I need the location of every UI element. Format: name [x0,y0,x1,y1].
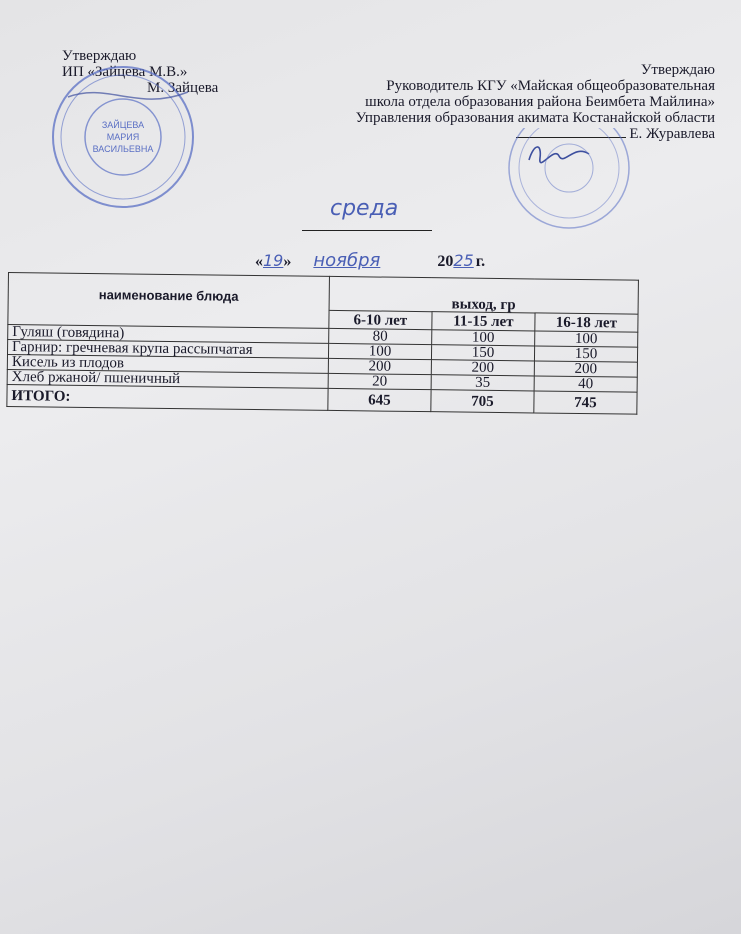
date-quote-close: » [283,253,292,270]
right-approval-title: Утверждаю [640,62,715,78]
header-age-3: 16-18 лет [535,313,638,332]
header-age-2: 11-15 лет [432,312,535,331]
date-year-unit: г. [475,253,486,270]
stamp-left-line-1: ЗАЙЦЕВА [101,120,145,130]
header-dish: наименование блюда [8,273,330,329]
weekday-underline [302,230,432,231]
round-seal-stamp-right [494,128,644,233]
date-quote-open: « [255,253,263,270]
left-approval-signatory: М. Зайцева [147,80,219,96]
row-1-dish: Гуляш (говядина) [8,325,329,344]
row-3-dish: Кисель из плодов [7,354,328,373]
row-2-value-2: 150 [431,345,534,361]
date-year-prefix: 20 [437,253,454,270]
date-month: ноября [313,250,381,271]
left-approval-title: Утверждаю [62,48,137,64]
right-signatory-name: Е. Журавлева [629,126,715,142]
date-year-suffix: 25 [453,251,474,270]
total-value-2: 705 [431,390,534,413]
row-2-value-3: 150 [534,346,637,362]
header-age-1: 6-10 лет [329,310,432,329]
round-seal-stamp-left [48,62,198,212]
row-4-value-3: 40 [534,376,637,392]
menu-table [6,272,639,415]
stamp-left-line-3: ВАСИЛЬЕВНА [92,144,154,154]
row-4-value-2: 35 [431,375,534,391]
row-2-dish: Гарнир: гречневая крупа рассыпчатая [7,340,328,359]
left-approval-org: ИП «Зайцева М.В.» [62,64,188,80]
weekday-handwritten: среда [330,196,399,221]
total-value-3: 745 [534,391,637,414]
right-approval-line-3: Управления образования акимата Костанайской области [355,110,715,126]
right-approval-line-1: Руководитель КГУ «Майская общеобразовательная [386,78,715,94]
stamp-left-line-2: МАРИЯ [106,132,140,142]
row-1-value-1: 80 [329,328,432,344]
row-1-value-2: 100 [432,330,535,346]
row-1-value-3: 100 [535,331,638,347]
row-4-value-1: 20 [328,373,431,389]
row-3-value-3: 200 [534,361,637,377]
row-3-value-1: 200 [328,358,431,374]
row-4-dish: Хлеб ржаной/ пшеничный [7,369,328,388]
date-day: 19 [263,251,284,270]
total-value-1: 645 [328,388,431,411]
header-output: выход, гр [329,276,638,314]
right-approval-line-2: школа отдела образования района Беимбета Майлина» [365,94,715,110]
table-header-row [8,273,638,315]
date-row [255,250,485,271]
total-label: ИТОГО: [7,384,328,410]
row-3-value-2: 200 [431,360,534,376]
row-2-value-1: 100 [328,343,431,359]
